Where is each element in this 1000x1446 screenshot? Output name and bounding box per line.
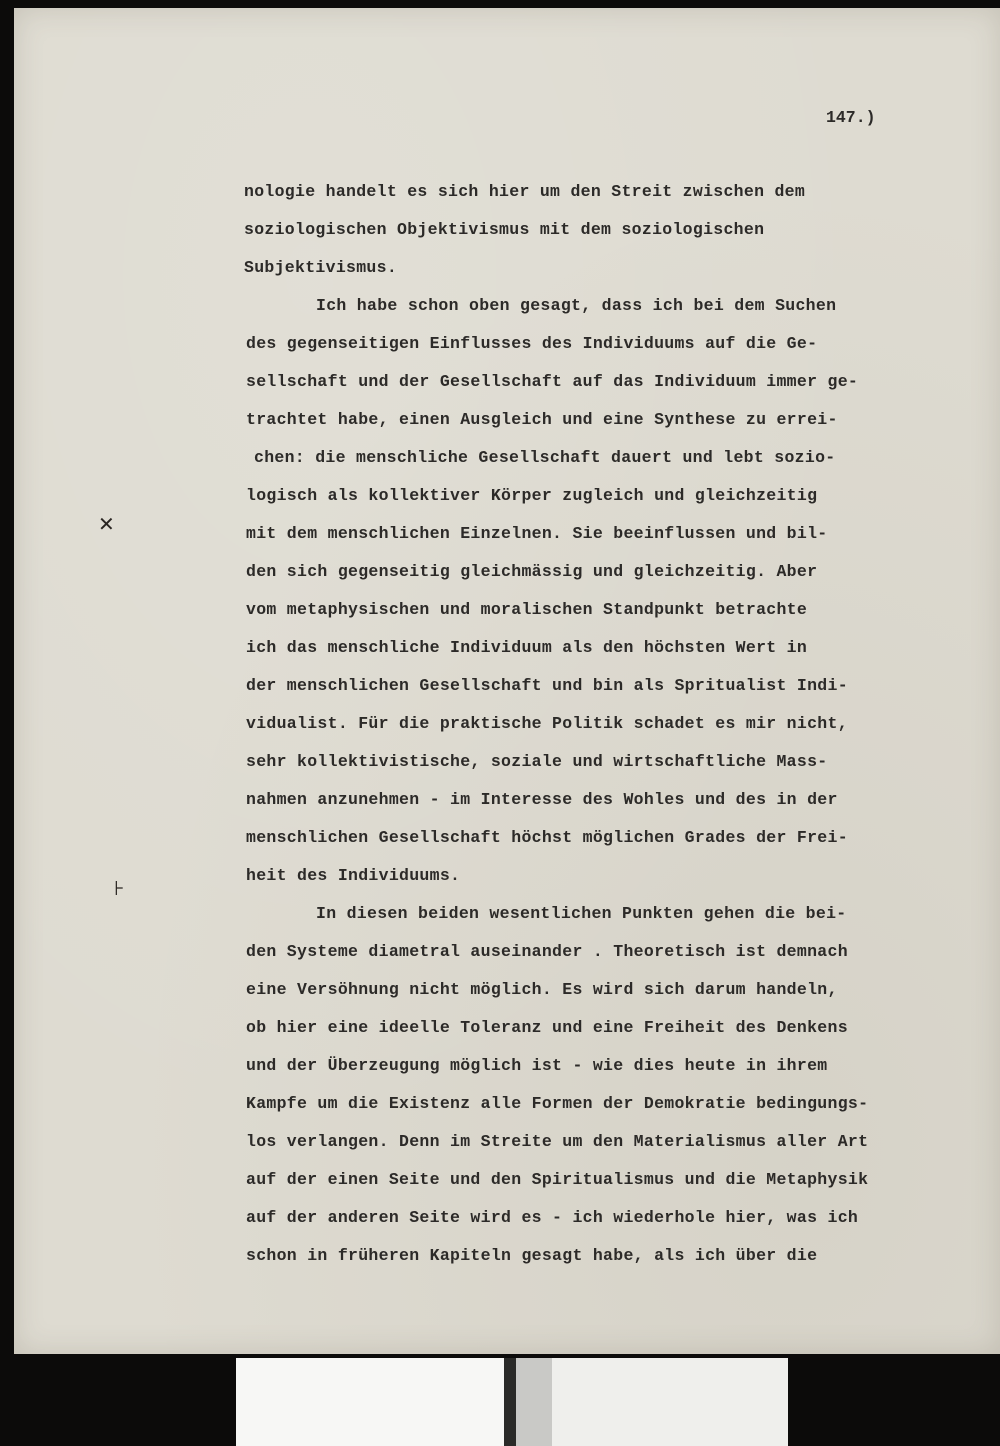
text-line: ob hier eine ideelle Toleranz und eine Freiheit des Denkens: [246, 1018, 848, 1037]
text-line: auf der anderen Seite wird es - ich wiederhole hier, was ich: [246, 1208, 859, 1227]
text-line: ich das menschliche Individuum als den höchsten Wert in: [246, 638, 808, 657]
text-line: vom metaphysischen und moralischen Standpunkt betrachte: [246, 600, 808, 619]
text-line: sellschaft und der Gesellschaft auf das Individuum immer ge-: [246, 372, 859, 391]
text-line: los verlangen. Denn im Streite um den Materialismus aller Art: [246, 1132, 869, 1151]
scan-calibration-strip: [236, 1358, 788, 1446]
page-number: 147.): [826, 108, 876, 127]
text-line: menschlichen Gesellschaft höchst möglichen Grades der Frei-: [246, 828, 848, 847]
text-line: eine Versöhnung nicht möglich. Es wird sich darum handeln,: [246, 980, 838, 999]
text-line: logisch als kollektiver Körper zugleich und gleichzeitig: [246, 486, 818, 505]
text-line: nologie handelt es sich hier um den Streit zwischen dem: [244, 182, 806, 201]
strip-light-block: [552, 1358, 788, 1446]
text-line: Kampfe um die Existenz alle Formen der Demokratie bedingungs-: [246, 1094, 869, 1113]
strip-dark-block: [504, 1358, 516, 1446]
text-line: mit dem menschlichen Einzelnen. Sie beeinflussen und bil-: [246, 524, 828, 543]
text-line: chen: die menschliche Gesellschaft dauert und lebt sozio-: [254, 448, 836, 467]
text-line: soziologischen Objektivismus mit dem soziologischen: [244, 220, 765, 239]
text-line: trachtet habe, einen Ausgleich und eine Synthese zu errei-: [246, 410, 838, 429]
text-line: Subjektivismus.: [244, 258, 398, 277]
text-line: den Systeme diametral auseinander . Theoretisch ist demnach: [246, 942, 848, 961]
text-line: schon in früheren Kapiteln gesagt habe, als ich über die: [246, 1246, 818, 1265]
ink-blot-mark: ✕: [98, 512, 115, 536]
text-line: vidualist. Für die praktische Politik schadet es mir nicht,: [246, 714, 848, 733]
strip-grey-block: [516, 1358, 552, 1446]
strip-white-block: [236, 1358, 504, 1446]
text-line: In diesen beiden wesentlichen Punkten gehen die bei-: [316, 904, 847, 923]
text-line: sehr kollektivistische, soziale und wirtschaftliche Mass-: [246, 752, 828, 771]
text-line: auf der einen Seite und den Spiritualismus und die Metaphysik: [246, 1170, 869, 1189]
text-line: den sich gegenseitig gleichmässig und gleichzeitig. Aber: [246, 562, 818, 581]
text-line: der menschlichen Gesellschaft und bin als Spritualist Indi-: [246, 676, 848, 695]
text-line: heit des Individuums.: [246, 866, 461, 885]
text-line: nahmen anzunehmen - im Interesse des Wohles und des in der: [246, 790, 838, 809]
text-line: Ich habe schon oben gesagt, dass ich bei dem Suchen: [316, 296, 837, 315]
typewritten-page: [14, 8, 1000, 1354]
text-line: des gegenseitigen Einflusses des Individuums auf die Ge-: [246, 334, 818, 353]
text-line: und der Überzeugung möglich ist - wie dies heute in ihrem: [246, 1056, 828, 1075]
punch-hole-mark: ⊦: [114, 876, 125, 900]
